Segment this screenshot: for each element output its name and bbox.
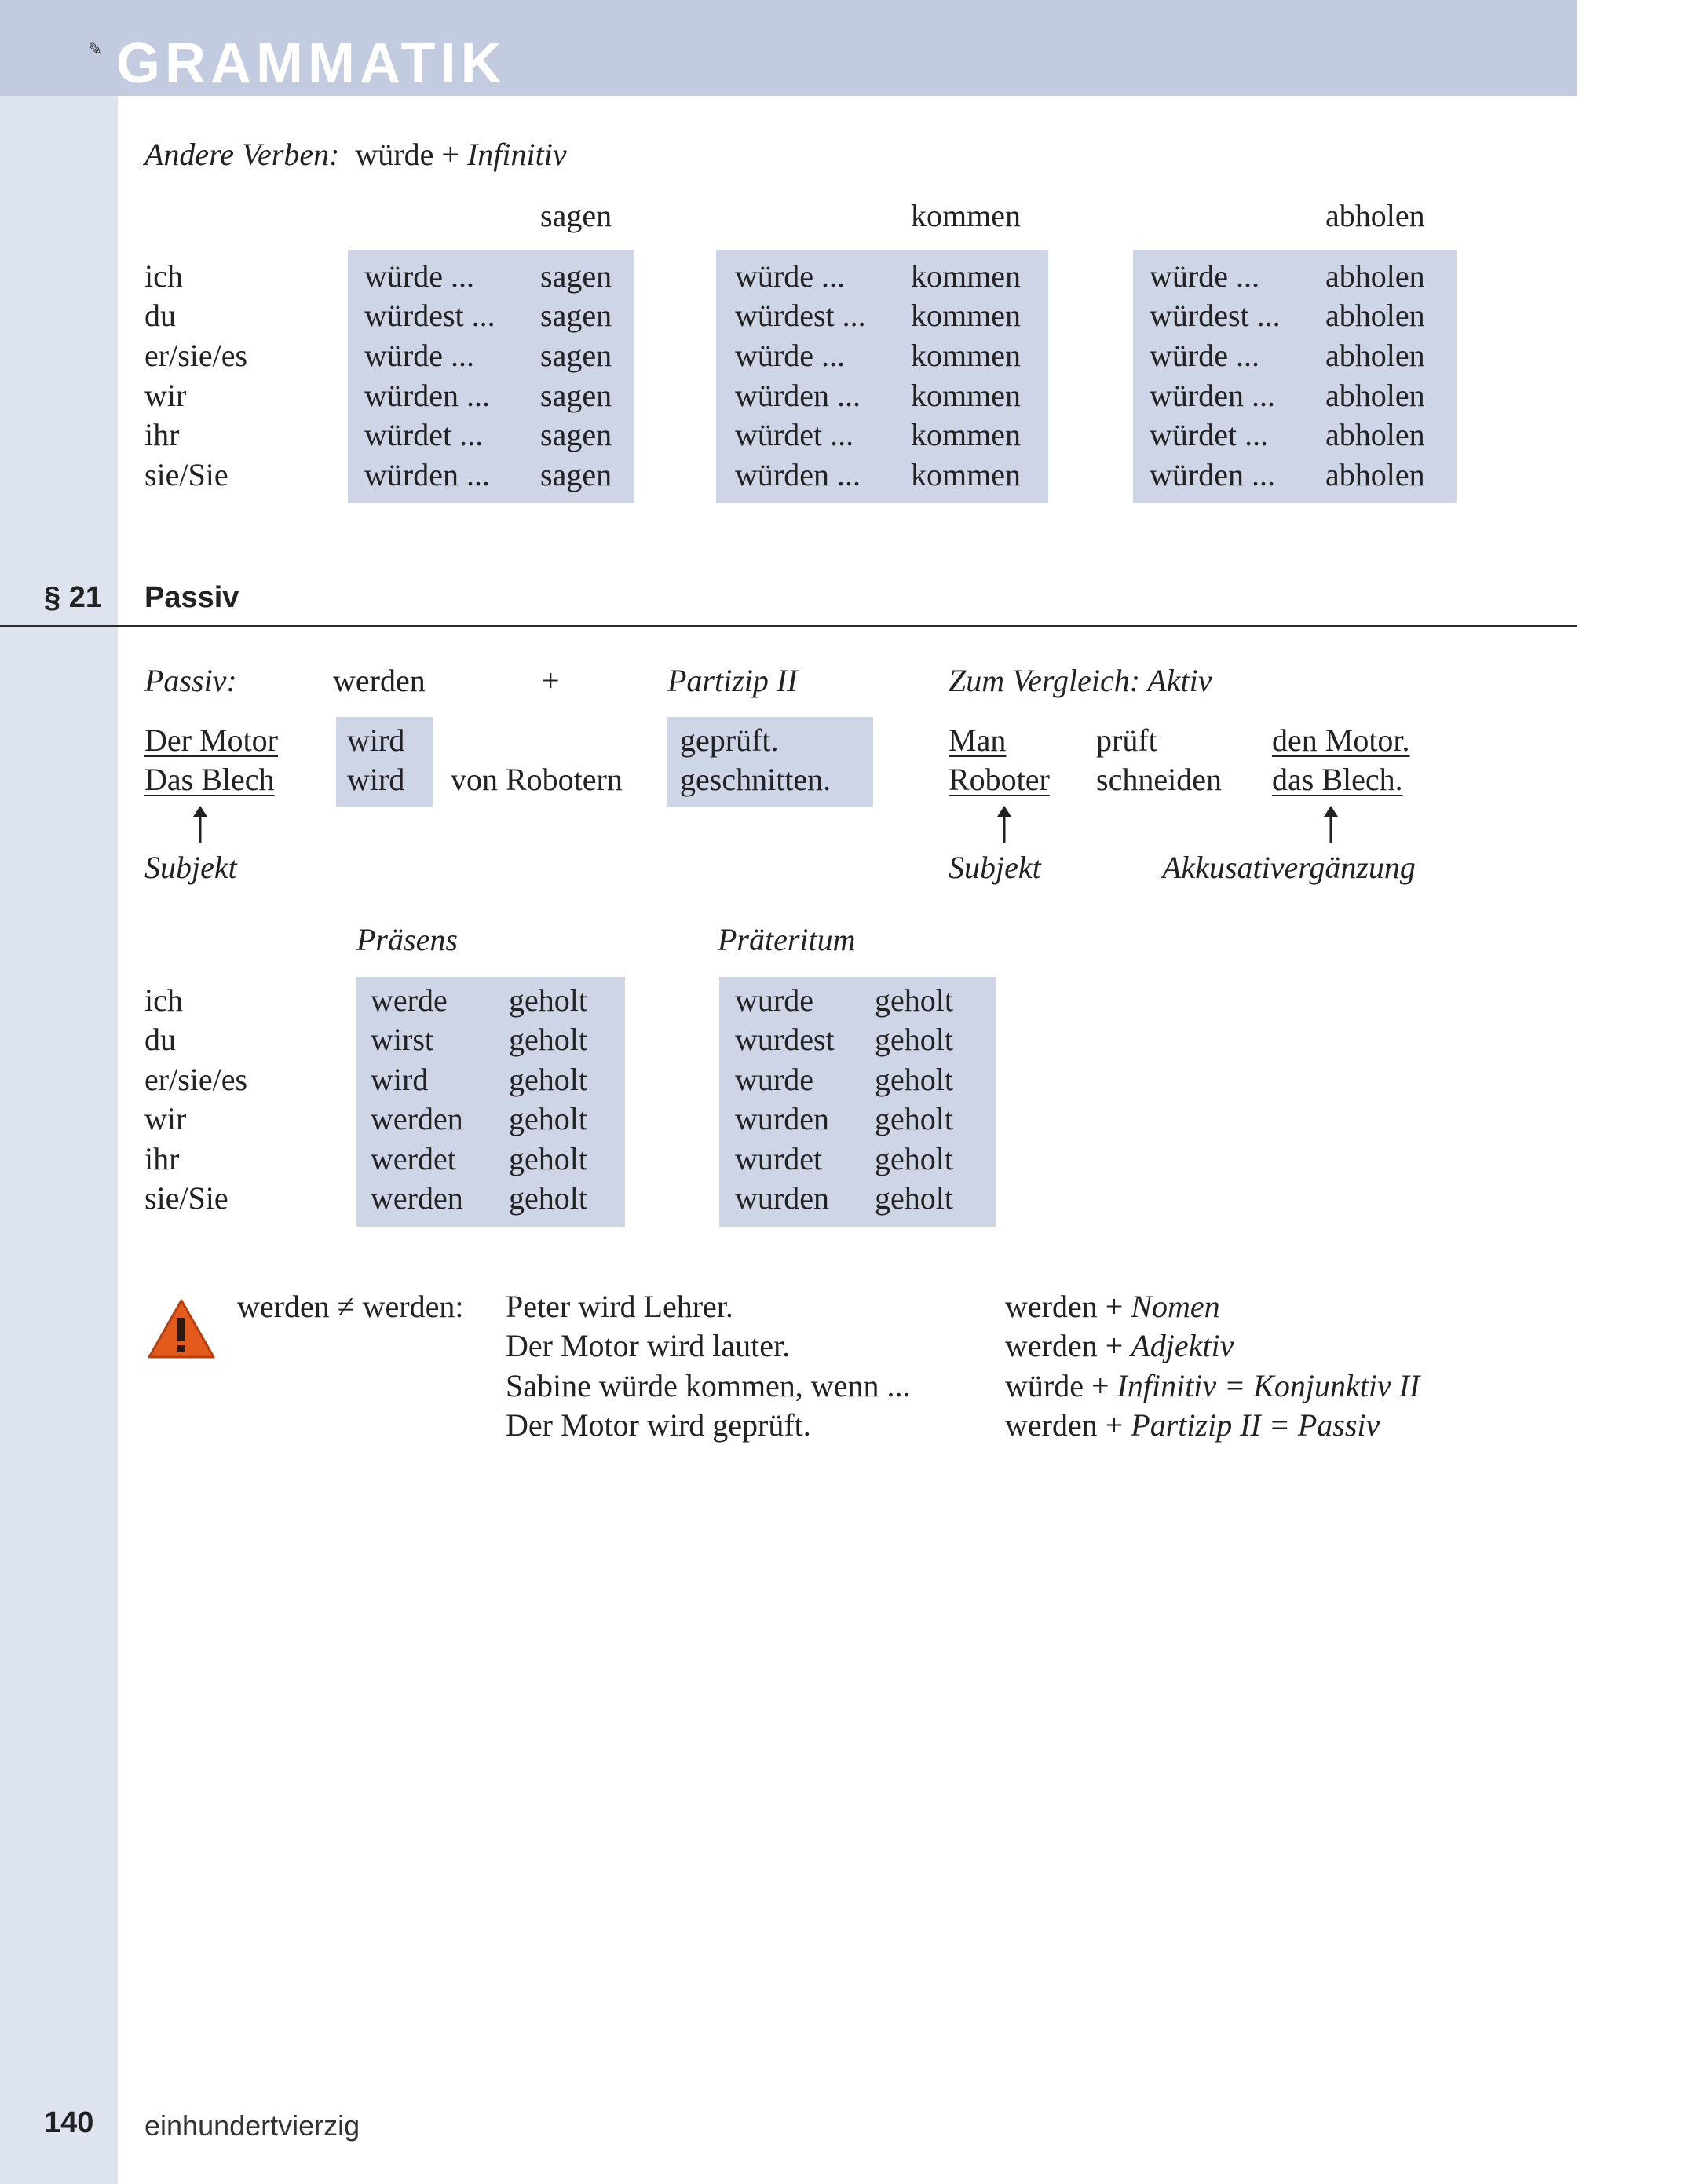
subjekt-label: Subjekt xyxy=(144,850,237,885)
page-number: 140 xyxy=(44,2106,94,2139)
aux-form: würden ... xyxy=(1150,378,1275,413)
aktiv-verb: schneiden xyxy=(1096,762,1222,797)
page-sidebar-band xyxy=(0,0,118,2184)
warning-label: werden ≠ werden: xyxy=(237,1289,464,1324)
praeteritum-title: Präteritum xyxy=(718,922,856,957)
praesens-participle: geholt xyxy=(509,1101,587,1136)
verb-form: kommen xyxy=(911,378,1021,413)
passiv-partizip: Partizip II xyxy=(667,663,798,698)
praeteritum-participle: geholt xyxy=(875,1022,953,1057)
pronoun: er/sie/es xyxy=(144,1062,248,1097)
heading-label: Andere Verben: xyxy=(144,137,340,172)
pronoun: sie/Sie xyxy=(144,457,228,492)
verb-form: sagen xyxy=(540,298,612,333)
aux-form: würde ... xyxy=(735,338,845,373)
passiv-aux: wird xyxy=(347,723,405,758)
praeteritum-aux: wurdet xyxy=(735,1141,823,1176)
section-divider xyxy=(0,625,1577,627)
verb-form: sagen xyxy=(540,378,612,413)
praesens-aux: wird xyxy=(371,1062,429,1097)
verb-header-sagen: sagen xyxy=(540,198,612,233)
praesens-title: Präsens xyxy=(356,922,458,957)
warning-example: Sabine würde kommen, wenn ... xyxy=(506,1368,911,1403)
aux-form: würdest ... xyxy=(1150,298,1281,333)
aux-form: würde ... xyxy=(735,258,845,294)
pronoun: er/sie/es xyxy=(144,338,248,373)
pronoun: ihr xyxy=(144,1141,180,1176)
verb-form: kommen xyxy=(911,457,1021,492)
andere-verben-heading xyxy=(144,135,567,174)
verb-header-abholen: abholen xyxy=(1325,198,1425,233)
aktiv-object: das Blech. xyxy=(1272,762,1403,797)
passiv-subject: Das Blech xyxy=(144,762,275,797)
warning-triangle-icon xyxy=(146,1297,217,1360)
praesens-aux: werdet xyxy=(371,1141,456,1176)
rule-italic: Partizip II = Passiv xyxy=(1131,1407,1380,1443)
heading-infinitiv: Infinitiv xyxy=(466,137,567,172)
aux-form: würden ... xyxy=(364,378,490,413)
praeteritum-aux: wurde xyxy=(735,982,813,1018)
praesens-aux: werden xyxy=(371,1180,463,1216)
passiv-participle: geschnitten. xyxy=(680,762,832,797)
praesens-participle: geholt xyxy=(509,1141,587,1176)
verb-form: abholen xyxy=(1325,378,1425,413)
aux-form: würden ... xyxy=(364,457,490,492)
praeteritum-aux: wurden xyxy=(735,1101,829,1136)
verb-form: abholen xyxy=(1325,457,1425,492)
verb-form: sagen xyxy=(540,338,612,373)
verb-form: abholen xyxy=(1325,338,1425,373)
verb-form: abholen xyxy=(1325,417,1425,452)
passiv-subject: Der Motor xyxy=(144,723,278,758)
pronoun: ihr xyxy=(144,417,180,452)
passiv-label: Passiv: xyxy=(144,663,237,698)
praeteritum-aux: wurde xyxy=(735,1062,813,1097)
praeteritum-participle: geholt xyxy=(875,1180,953,1216)
header-ornament-icon: ✎ xyxy=(88,39,103,59)
praesens-participle: geholt xyxy=(509,1180,587,1216)
aux-form: würden ... xyxy=(735,378,861,413)
aux-form: würde ... xyxy=(364,338,474,373)
verb-header-kommen: kommen xyxy=(911,198,1021,233)
aktiv-object: den Motor. xyxy=(1272,723,1410,758)
section-number: § 21 xyxy=(44,581,102,614)
verb-form: kommen xyxy=(911,417,1021,452)
aux-form: würdet ... xyxy=(364,417,484,452)
aux-form: würden ... xyxy=(1150,457,1275,492)
warning-example: Der Motor wird geprüft. xyxy=(506,1407,811,1443)
praesens-participle: geholt xyxy=(509,982,587,1018)
praesens-aux: werden xyxy=(371,1101,463,1136)
pronoun: du xyxy=(144,298,176,333)
rule-italic: Nomen xyxy=(1131,1289,1220,1324)
praesens-aux: werde xyxy=(371,982,448,1018)
passiv-agent: von Robotern xyxy=(451,762,623,797)
subjekt-label: Subjekt xyxy=(949,850,1041,885)
verb-form: kommen xyxy=(911,298,1021,333)
aux-form: würdet ... xyxy=(735,417,854,452)
praeteritum-participle: geholt xyxy=(875,982,953,1018)
passiv-plus: + xyxy=(542,663,560,698)
passiv-werden: werden xyxy=(333,663,426,698)
verb-form: abholen xyxy=(1325,298,1425,333)
rule-plain: werden + xyxy=(1005,1289,1124,1324)
aux-form: würde ... xyxy=(364,258,474,294)
passiv-participle: geprüft. xyxy=(680,723,779,758)
page-number-word: einhundertvierzig xyxy=(144,2109,360,2142)
pronoun: wir xyxy=(144,1101,187,1136)
heading-formula: würde + xyxy=(355,137,459,172)
akkusativ-label: Akkusativergänzung xyxy=(1162,850,1416,885)
praeteritum-participle: geholt xyxy=(875,1101,953,1136)
rule-italic: Infinitiv = Konjunktiv II xyxy=(1117,1368,1420,1403)
praeteritum-participle: geholt xyxy=(875,1141,953,1176)
praeteritum-aux: wurden xyxy=(735,1180,829,1216)
pronoun: ich xyxy=(144,982,183,1018)
warning-rule xyxy=(1005,1287,1220,1326)
aux-form: würde ... xyxy=(1150,338,1259,373)
aktiv-verb: prüft xyxy=(1096,723,1157,758)
pronoun: du xyxy=(144,1022,176,1057)
arrow-up-icon xyxy=(1319,804,1343,845)
praeteritum-participle: geholt xyxy=(875,1062,953,1097)
rule-plain: werden + xyxy=(1005,1328,1124,1363)
verb-form: sagen xyxy=(540,457,612,492)
aktiv-subject: Roboter xyxy=(949,762,1050,797)
arrow-up-icon xyxy=(992,804,1016,845)
aux-form: würdet ... xyxy=(1150,417,1269,452)
aux-form: würdest ... xyxy=(364,298,495,333)
verb-form: abholen xyxy=(1325,258,1425,294)
section-title: Passiv xyxy=(144,581,239,614)
verb-form: kommen xyxy=(911,258,1021,294)
pronoun: wir xyxy=(144,378,187,413)
rule-italic: Adjektiv xyxy=(1131,1328,1234,1363)
verb-form: sagen xyxy=(540,417,612,452)
praesens-aux: wirst xyxy=(371,1022,433,1057)
rule-plain: werden + xyxy=(1005,1407,1124,1443)
warning-rule xyxy=(1005,1366,1420,1406)
aktiv-subject: Man xyxy=(949,723,1007,758)
passiv-aux: wird xyxy=(347,762,405,797)
warning-rule xyxy=(1005,1406,1380,1445)
aux-form: würde ... xyxy=(1150,258,1259,294)
aux-form: würdest ... xyxy=(735,298,866,333)
verb-form: kommen xyxy=(911,338,1021,373)
chapter-title: GRAMMATIK xyxy=(116,32,506,95)
aux-form: würden ... xyxy=(735,457,861,492)
praesens-participle: geholt xyxy=(509,1062,587,1097)
arrow-up-icon xyxy=(188,804,212,845)
compare-heading: Zum Vergleich: Aktiv xyxy=(949,663,1212,698)
verb-form: sagen xyxy=(540,258,612,294)
praesens-participle: geholt xyxy=(509,1022,587,1057)
pronoun: ich xyxy=(144,258,183,294)
rule-plain: würde + xyxy=(1005,1368,1109,1403)
praeteritum-aux: wurdest xyxy=(735,1022,835,1057)
pronoun: sie/Sie xyxy=(144,1180,228,1216)
warning-example: Peter wird Lehrer. xyxy=(506,1289,733,1324)
warning-rule xyxy=(1005,1326,1234,1366)
warning-example: Der Motor wird lauter. xyxy=(506,1328,791,1363)
